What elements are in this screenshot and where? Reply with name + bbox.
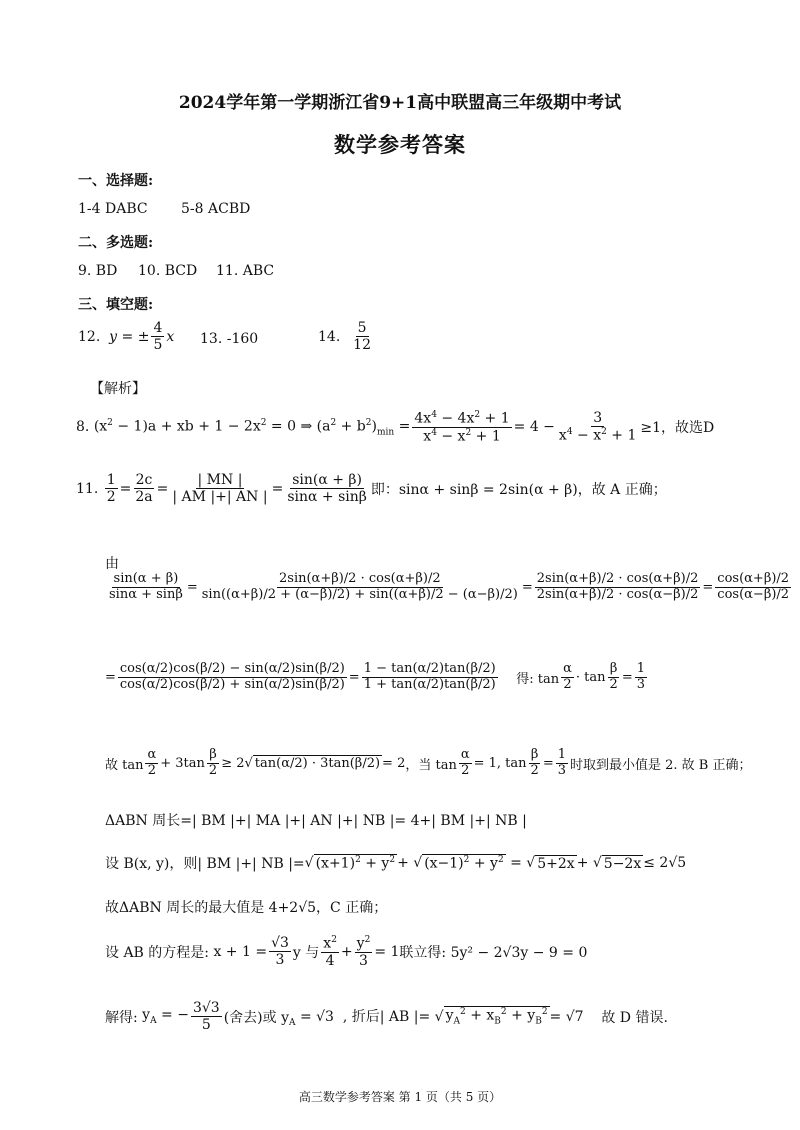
q12-label: 12. (78, 328, 101, 345)
q11-ab-tail: 联立得: 5y² − 2√3y − 9 = 0 (399, 944, 588, 961)
q11-setb: 设 B(x, y)，则| BM |+| NB |= √ $(x+1)^2 + y^2$ + √ $(x-1)^2 + y^2$ = √ 5+2x + √ 5−2x ≤ 2√5 (105, 855, 687, 872)
q11-you: 由 (105, 556, 119, 572)
answer-13: 13. -160 (200, 331, 259, 347)
q8-label: 8. (76, 419, 90, 436)
section-heading-fill: 三、填空题: (78, 297, 154, 313)
q11-solve-mid: (舍去)或 y (223, 1009, 289, 1026)
answer-9: 9. BD (78, 263, 118, 279)
q12-num: 4 (153, 320, 163, 336)
q11-line-b: 故 tan $\frac{\alpha}{2}$ + 3tan $\frac{\beta}{2}$ ≥ 2√ tan(α/2) · 3tan(β/2) = 2 ，当 tan $\frac{\alpha}{2}$ = 1, tan $\frac{\beta}{2}$ = $\frac{1}{3}$ 时取到最小值是 2. 故 B 正确； (105, 747, 752, 778)
page-footer: 高三数学参考答案 第 1 页（共 5 页） (298, 1090, 502, 1104)
q14-den: 12 (353, 337, 371, 354)
q14-label: 14. (318, 328, 341, 345)
q11-ab-text: 设 AB 的方程是: (105, 944, 210, 961)
q11-derivation1: $\frac{\sin(\alpha + \beta)}{\sin\alpha + \sin\beta}$ = $\frac{2\sin(\alpha+\beta)/2 \cdot \cos(\alpha+\beta)/2}{\sin((\alpha+\beta)/2 + (\alpha-\beta)/2) + \sin((\alpha+\beta)/2 - (\alpha-\beta)/2)}$ = $\frac{2\sin(\alpha+\beta)/2 \cdot \cos(\alpha+\beta)/2}{2\sin(\alpha+\beta)/2 \cdot \cos(\alpha-\beta)/2}$ = $\frac{\cos(\alpha+\beta)/2}{\cos(\alpha-\beta)/2}$ (109, 571, 790, 602)
q11-line-b-tail: 时取到最小值是 2. 故 B 正确； (570, 757, 752, 773)
q12-den: 5 (153, 337, 163, 354)
answers-5-8: 5-8 ACBD (181, 201, 251, 217)
q11-solve-tail: 故 D 错误. (601, 1009, 668, 1026)
answer-12 (78, 320, 174, 353)
answers-1-4: 1-4 DABC (78, 201, 148, 217)
answer-11: 11. ABC (216, 263, 275, 279)
section-heading-choice: 一、选择题: (78, 173, 154, 189)
q11-derivation2: = $\frac{\cos(\alpha/2)\cos(\beta/2) - \sin(\alpha/2)\sin(\beta/2)}{\cos(\alpha/2)\cos(\beta/2) + \sin(\alpha/2)\sin(\beta/2)}$ = $\frac{1 - \tan(\alpha/2)\tan(\beta/2)}{1 + \tan(\alpha/2)\tan(\beta/2)}$ 得: tan $\frac{\alpha}{2}$ · tan $\frac{\beta}{2}$ = $\frac{1}{3}$ (105, 661, 645, 692)
q11-line1: 11. $\frac{1}{2}$ = $\frac{2c}{2a}$ = $\frac{| MN |}{| AM |+| AN |}$ = $\frac{\sin(\alpha + \beta)}{\sin\alpha + \sin\beta}$ 即：sinα + sinβ = 2sin(α + β)，故 A 正确； (76, 472, 667, 506)
doc-title: 数学参考答案 (334, 132, 466, 157)
analysis-heading: 【解析】 (90, 381, 146, 397)
exam-title: 2024学年第一学期浙江省9+1高中联盟高三年级期中考试 (178, 93, 622, 113)
q11-max: 故ΔABN 周长的最大值是 4+2√5，C 正确； (105, 900, 388, 916)
q11-line1-tail: 即：sinα + sinβ = 2sin(α + β)，故 A 正确； (370, 481, 667, 498)
q12-lhs: y = ± (109, 328, 150, 345)
section-heading-multi: 二、多选题: (78, 235, 154, 251)
q14-num: 5 (357, 320, 367, 336)
q11-perimeter: ΔABN 周长=| BM |+| MA |+| AN |+| NB |= 4+| BM |+| NB | (105, 813, 527, 829)
q11-label: 11. (76, 480, 99, 497)
q8-conclusion: ≥1，故选D (640, 420, 715, 437)
q12-var: x (166, 328, 175, 345)
q11-de: 得: tan (516, 671, 560, 687)
q11-solve: 解得: $y_A$ = − $\frac{3√3}{5}$ (舍去)或 y $_A$ = √3 , 折后| AB |= √ $y_A^2 + x_B^2 + y_B^2$ = √7 故 D 错误. (105, 1000, 668, 1034)
q8-solution: 8. $(x^2 - 1)a$ + xb + $1 - 2x^2 = 0$ ⇒ $(a^2 + b^2)_{min}$ = $\frac{4x^4 - 4x^2 + 1}{x^4 - x^2 + 1}$ = 4 − $\frac{3}{x^4 - x^2 + 1}$ ≥1，故选D (76, 410, 715, 445)
answer-14 (318, 320, 375, 353)
answer-10: 10. BCD (138, 263, 198, 279)
q11-setb-text: 设 B(x, y)，则| BM |+| NB |= (105, 856, 305, 872)
q11-line-b-mid: ，当 tan (405, 757, 457, 773)
q11-solve-text: 解得: (105, 1009, 138, 1026)
q11-ab: 设 AB 的方程是: x + 1 = $\frac{√3}{3}$ y 与 $\frac{x^2}{4}$ + $\frac{y^2}{3}$ = 1 联立得: 5y² − 2√3y − 9 = 0 (105, 935, 588, 969)
